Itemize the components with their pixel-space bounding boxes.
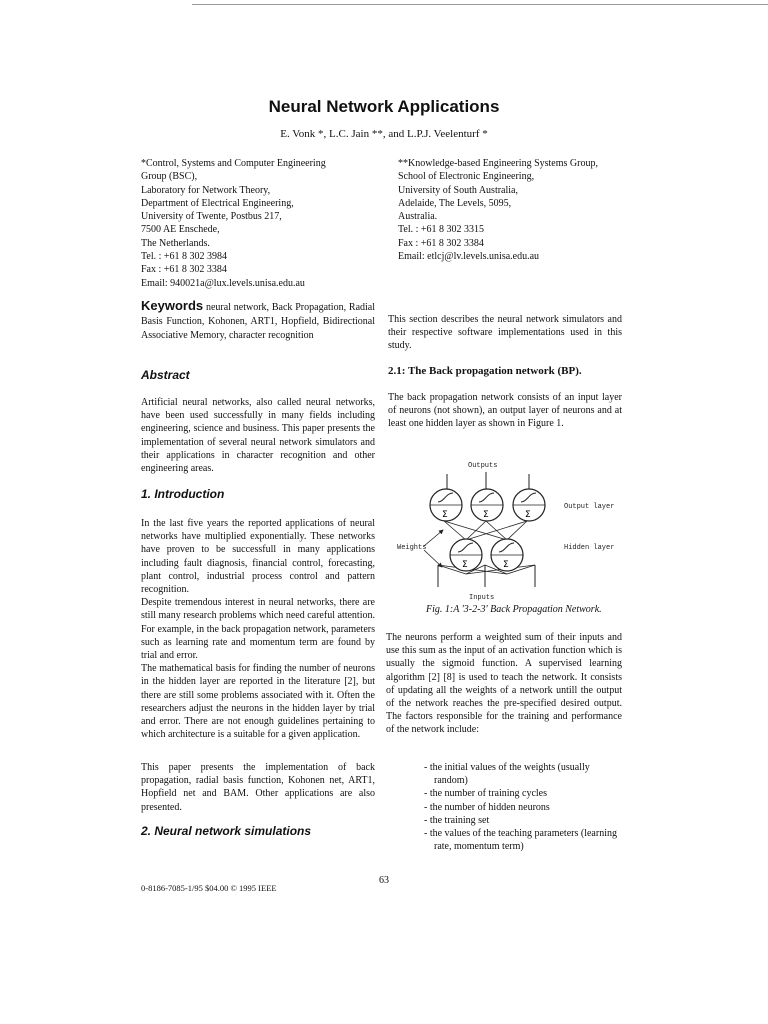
intro-paragraph-1: In the last five years the reported applications of neural networks have multiplied exponentially. These networks have proven to be successfull in many applications including fault diagnosis, financial control, forecasting, plant control, industrial process control and pattern recognition. xyxy=(141,518,375,596)
sum-symbol: Σ xyxy=(483,510,489,520)
affiliation-line: Australia. xyxy=(398,211,438,223)
section-2-heading: 2. Neural network simulations xyxy=(141,824,312,838)
input-connections xyxy=(438,565,535,574)
section-intro-paragraph: This section describes the neural network simulators and their respective software implementations used in this study. xyxy=(388,314,622,352)
hidden-neuron xyxy=(450,539,482,571)
affiliation-line: 7500 AE Enschede, xyxy=(141,224,220,236)
affiliation-line: Group (BSC), xyxy=(141,171,198,183)
output-layer-label: Output layer xyxy=(564,503,615,511)
inputs-label: Inputs xyxy=(469,594,495,602)
affiliation-line: **Knowledge-based Engineering Systems Group, xyxy=(398,158,598,169)
introduction-heading: 1. Introduction xyxy=(141,487,225,501)
affiliation-line: University of South Australia, xyxy=(398,184,518,196)
abstract-text xyxy=(141,396,375,475)
hidden-neuron xyxy=(491,539,523,571)
intro-paragraph-3: The mathematical basis for finding the number of neurons in the hidden layer are reported in the literature [2], but there are still some problems associated with it. Often the researchers adjust the neurons in the hidden layer by trial and error. There are not enough guidelines pertaining to which architecture is a suitable for a given application. xyxy=(141,663,375,741)
keywords-block xyxy=(141,299,375,343)
sum-symbol: Σ xyxy=(442,510,448,520)
list-item: - the number of training cycles xyxy=(424,788,548,800)
factor-list xyxy=(424,761,624,853)
figure-caption: Fig. 1:A '3-2-3' Back Propagation Network. xyxy=(426,604,602,615)
output-neuron xyxy=(471,489,503,521)
subsection-heading: 2.1: The Back propagation network (BP). xyxy=(388,365,582,377)
author-list: E. Vonk *, L.C. Jain **, and L.P.J. Veelenturf * xyxy=(280,128,488,140)
output-neuron xyxy=(430,489,462,521)
keywords-heading: Keywords xyxy=(141,298,204,313)
introduction-text xyxy=(141,517,375,741)
affiliation-line: The Netherlands. xyxy=(141,237,210,249)
sum-symbol: Σ xyxy=(525,510,531,520)
affiliation-line: Email: 940021a@lux.levels.unisa.edu.au xyxy=(141,277,305,289)
affiliation-left xyxy=(141,157,326,290)
affiliation-line: University of Twente, Postbus 217, xyxy=(141,211,282,223)
bp-paragraph-2-block xyxy=(386,631,622,737)
list-item: - the training set xyxy=(424,814,490,826)
keywords-text: neural network, Back Propagation, Radial Basis Function, Kohonen, ART1, Hopfield, Bidirectional Associative Memory, character recognition xyxy=(141,302,375,341)
copyright-footer: 0-8186-7085-1/95 $04.00 © 1995 IEEE xyxy=(141,883,277,893)
intro-paragraph-4-block xyxy=(141,761,375,814)
affiliation-line: Laboratory for Network Theory, xyxy=(141,184,271,196)
bp-paragraph-1: The back propagation network consists of an input layer of neurons (not shown), an output layer of neurons and at least one hidden layer as shown in Figure 1. xyxy=(388,392,622,430)
list-item: - the initial values of the weights (usually random) xyxy=(424,762,590,787)
paper-title: Neural Network Applications xyxy=(268,97,500,116)
affiliation-line: Email: etlcj@lv.levels.unisa.edu.au xyxy=(398,251,540,263)
page-number: 63 xyxy=(379,875,389,886)
affiliation-line: *Control, Systems and Computer Engineering xyxy=(141,158,326,169)
affiliation-line: Fax : +61 8 302 3384 xyxy=(141,264,227,276)
bp-paragraph-2: The neurons perform a weighted sum of their inputs and use this sum as the input of an activation function which is usually the sigmoid function. A supervised learning algorithm [2] [8] is used to teach the network. It consists of updating all the weights of a network untill the output of the network reaches the pre-specified desired output. The factors responsible for the training and performance of the network include: xyxy=(386,632,622,736)
intro-paragraph-2: Despite tremendous interest in neural networks, there are still many research problems which need careful attention. For example, in the back propagation network, parameters such as learning rate and momentum term are found by trial and error. xyxy=(141,597,375,662)
intro-paragraph-4: This paper presents the implementation of back propagation, radial basis function, Kohonen net, ART1, Hopfield net and BAM. Other applications are also presented. xyxy=(141,762,375,813)
affiliation-line: Tel. : +61 8 302 3315 xyxy=(398,224,485,236)
list-item: - the number of hidden neurons xyxy=(424,801,550,813)
affiliation-line: Tel. : +61 8 302 3984 xyxy=(141,251,228,263)
section-intro-block xyxy=(388,313,622,353)
affiliation-line: Department of Electrical Engineering, xyxy=(141,197,294,209)
abstract-paragraph: Artificial neural networks, also called neural networks, have been used successfully in many fields including engineering, science and business. This paper presents the implementation of several neural network simulators and their applications in character recognition and other engineering areas. xyxy=(141,397,375,475)
affiliation-line: Adelaide, The Levels, 5095, xyxy=(398,197,512,209)
weights-label: Weights xyxy=(397,544,427,552)
affiliation-right xyxy=(398,157,598,263)
bp-network-figure xyxy=(390,455,630,610)
top-rule xyxy=(192,4,768,5)
list-item: - the values of the teaching parameters (learning rate, momentum term) xyxy=(424,828,617,853)
abstract-heading: Abstract xyxy=(141,368,190,382)
outputs-label: Outputs xyxy=(468,462,498,470)
output-connections xyxy=(444,521,527,540)
sum-symbol: Σ xyxy=(503,560,509,570)
sum-symbol: Σ xyxy=(462,560,468,570)
hidden-layer-label: Hidden layer xyxy=(564,544,615,552)
bp-description-block xyxy=(388,391,622,431)
affiliation-line: School of Electronic Engineering, xyxy=(398,171,535,183)
affiliation-line: Fax : +61 8 302 3384 xyxy=(398,237,484,249)
output-neuron xyxy=(513,489,545,521)
